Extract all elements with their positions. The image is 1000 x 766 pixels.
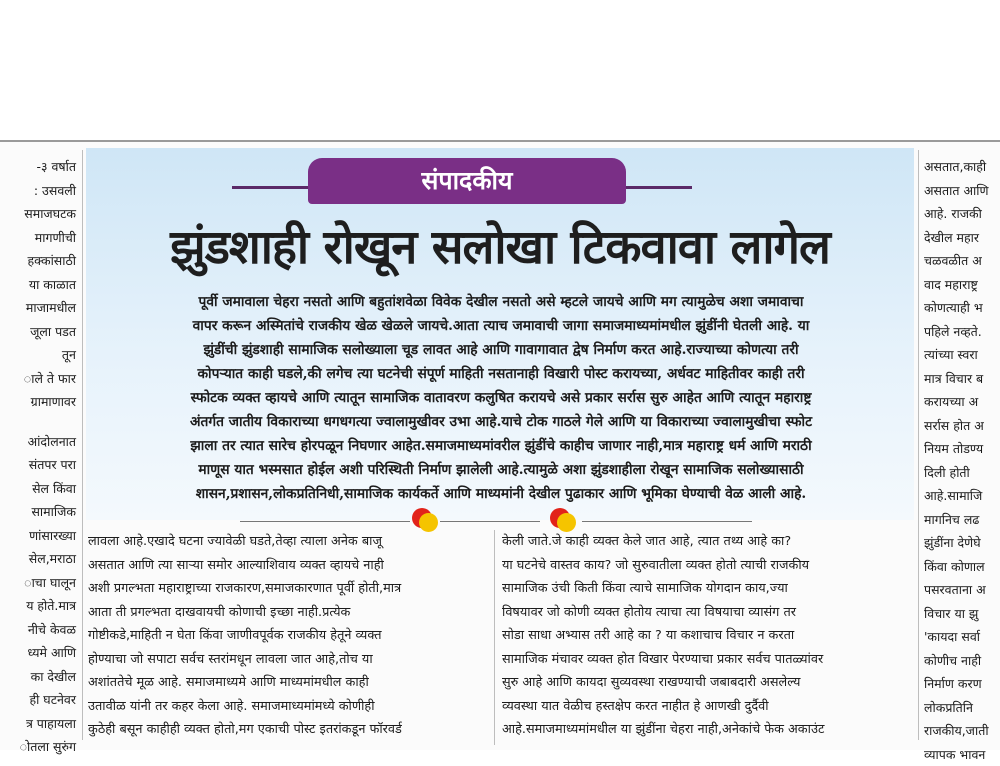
right-column-line: नियम तोडण्य (924, 437, 1000, 461)
body-column-2 (502, 530, 914, 745)
lead-line: झाला तर त्यात सारेच होरपळून निघणार आहेत.समाजमाध्यमांवरील झुंडींचे काहीच जाणार नाही,मात्र महाराष्ट्र धर्म आणि मराठी (98, 434, 904, 458)
left-column-line: -३ वर्षात (0, 155, 76, 179)
right-column-line: पहिले नव्हते. (924, 320, 1000, 344)
right-column-line: कोणीच नाही (924, 649, 1000, 673)
body-line: लावला आहे.एखादे घटना ज्यावेळी घडते,तेव्हा त्याला अनेक बाजू (88, 530, 488, 554)
section-kicker: संपादकीय (308, 158, 626, 204)
right-column-line: व्यापक भावन (924, 743, 1000, 766)
body-line: आता ती प्रगल्भता दाखवायची कोणाची इच्छा नाही.प्रत्येक (88, 601, 488, 625)
left-column-line: जूला पडत (0, 320, 76, 344)
right-column-cropped (924, 155, 1000, 745)
right-column-line: असतात आणि (924, 179, 1000, 203)
body-line: व्यवस्था यात वेळीच हस्तक्षेप करत नाहीत हे आणखी दुर्दैवी (502, 695, 914, 719)
lead-line: वापर करून अस्मितांचे राजकीय खेळ खेळले जायचे.आता त्याच जमावाची जागा समाजमाध्यमांमधील झुंडींनी घेतली आहे. या (98, 314, 904, 338)
right-column-line: सर्रास होत अ (924, 414, 1000, 438)
left-column-line: या काळात (0, 273, 76, 297)
right-column-line: त्यांच्या स्वरा (924, 343, 1000, 367)
left-column-line: संतपर परा (0, 453, 76, 477)
right-column-line: आहे.सामाजि (924, 484, 1000, 508)
right-column-line: पसरवताना अ (924, 578, 1000, 602)
left-column-bottom (0, 430, 76, 759)
left-column-line: ाले ते फार (0, 367, 76, 391)
right-column-line: दिली होती (924, 461, 1000, 485)
left-column-line: सामाजिक (0, 500, 76, 524)
right-column-line: विचार या झु (924, 602, 1000, 626)
body-line: सोडा साधा अभ्यास तरी आहे का ? या कशाचाच विचार न करता (502, 624, 914, 648)
column-divider-left (82, 150, 83, 740)
lead-line: स्फोटक व्यक्त व्हायचे आणि त्यातून सामाजिक वातावरण कलुषित करायचे असे प्रकार सर्रास सुरु आहेत आणि त्यातून महाराष्ट्र (98, 386, 904, 410)
body-line: विषयावर जो कोणी व्यक्त होतोय त्याचा त्या विषयाचा व्यासंग तर (502, 601, 914, 625)
right-column-line: झुंडींना देणेघे (924, 531, 1000, 555)
body-line: असतात आणि त्या साऱ्या समोर आल्याशिवाय व्यक्त व्हायचे नाही (88, 554, 488, 578)
left-column-line: ग्रामाणावर (0, 390, 76, 414)
right-column-line: लोकप्रतिनि (924, 696, 1000, 720)
left-column-line: णांसारख्या (0, 524, 76, 548)
left-column-line: नीचे केवळ (0, 618, 76, 642)
lead-line: शासन,प्रशासन,लोकप्रतिनिधी,सामाजिक कार्यकर्ते आणि माध्यमांनी देखील पुढाकार आणि भूमिका घेण्याची वेळ आली आहे. (98, 482, 904, 506)
left-column-line: : उसवली (0, 179, 76, 203)
left-column-line: ध्यमे आणि (0, 641, 76, 665)
left-column-cropped (0, 155, 76, 745)
right-column-line: चळवळीत अ (924, 249, 1000, 273)
body-line: गोष्टीकडे,माहिती न घेता किंवा जाणीवपूर्वक राजकीय हेतूने व्यक्त (88, 624, 488, 648)
left-column-line: सेल किंवा (0, 477, 76, 501)
body-line: केली जाते.जे काही व्यक्त केले जात आहे, त्यात तथ्य आहे का? (502, 530, 914, 554)
right-column-line: किंवा कोणाल (924, 555, 1000, 579)
right-column-line: वाद महाराष्ट्र (924, 273, 1000, 297)
left-column-line: य होते.मात्र (0, 594, 76, 618)
right-column-line: कोणत्याही भ (924, 296, 1000, 320)
lead-line: माणूस यात भस्मसात होईल अशी परिस्थिती निर्माण झालेली आहे.त्यामुळे अशा झुंडशाहीला रोखून सामाजिक सलोख्यासाठी (98, 458, 904, 482)
left-column-line: ही घटनेवर (0, 688, 76, 712)
body-line: उतावीळ यांनी तर कहर केला आहे. समाजमाध्यमांमध्ये कोणीही (88, 695, 488, 719)
lead-line: पूर्वी जमावाला चेहरा नसतो आणि बहुतांशवेळा विवेक देखील नसतो असे म्हटले जायचे आणि मग त्यामुळेच अशा जमावाचा (98, 290, 904, 314)
left-column-line: समाजघटक (0, 202, 76, 226)
right-column-line: देखील महार (924, 226, 1000, 250)
separator-line-mid (440, 521, 540, 522)
right-column-line: मागनिच लढ (924, 508, 1000, 532)
editorial-lead-paragraph (98, 290, 904, 508)
right-column-line: निर्माण करण (924, 672, 1000, 696)
left-column-line: माजामधील (0, 296, 76, 320)
body-line: कुठेही बसून काहीही व्यक्त होतो,मग एकाची पोस्ट इतरांकडून फॉरवर्ड (88, 718, 488, 742)
column-divider-mid (494, 530, 495, 745)
column-divider-right (918, 150, 919, 740)
editorial-headline: झुंडशाही रोखून सलोखा टिकवावा लागेल (96, 212, 904, 284)
body-line: सामाजिक मंचावर व्यक्त होत विखार पेरण्याचा प्रकार सर्वच पातळ्यांवर (502, 648, 914, 672)
body-line: या घटनेचे वास्तव काय? जो सुरुवातीला व्यक्त होतो त्याची राजकीय (502, 554, 914, 578)
left-column-top (0, 155, 76, 414)
left-column-line: ोतला सुरुंग (0, 735, 76, 759)
body-line: अशी प्रगल्भता महाराष्ट्राच्या राजकारण,समाजकारणात पूर्वी होती,मात्र (88, 577, 488, 601)
left-column-line: तून (0, 343, 76, 367)
right-column-line: असतात,काही (924, 155, 1000, 179)
body-line: होण्याचा जो सपाटा सर्वच स्तरांमधून लावला जात आहे,तोच या (88, 648, 488, 672)
left-column-line: आंदोलनात (0, 430, 76, 454)
lead-line: कोपऱ्यात काही घडले,की लगेच त्या घटनेची संपूर्ण माहिती नसतानाही विखारी पोस्ट करायच्या, अर्धवट माहितीवर काही तरी (98, 362, 904, 386)
left-column-line: त्र पाहायला (0, 712, 76, 736)
body-column-1 (88, 530, 488, 745)
body-line: आहे.समाजमाध्यमांमधील या झुंडींना चेहरा नाही,अनेकांचे फेक अकाउंट (502, 718, 914, 742)
lead-line: झुंडींची झुंडशाही सामाजिक सलोख्याला चूड लावत आहे आणि गावागावात द्वेष निर्माण करत आहे.राज्याच्या कोणत्या तरी (98, 338, 904, 362)
right-column-line: 'कायदा सर्वा (924, 625, 1000, 649)
left-column-line: सेल,मराठा (0, 547, 76, 571)
right-column-line: राजकीय,जाती (924, 719, 1000, 743)
left-column-line: का देखील (0, 665, 76, 689)
left-column-line: ाचा घालून (0, 571, 76, 595)
left-column-line: मागणीची (0, 226, 76, 250)
right-column-line: करायच्या अ (924, 390, 1000, 414)
lead-line: अंतर्गत जातीय विकाराच्या धगधगत्या ज्वालामुखीवर उभा आहे.याचे टोक गाठले गेले आणि या विकाराच्या ज्वालामुखीचा स्फोट (98, 410, 904, 434)
separator-line-left (240, 521, 410, 522)
right-column-line: आहे. राजकी (924, 202, 1000, 226)
separator-line-right (582, 521, 752, 522)
page-top-rule (0, 140, 1000, 142)
right-column-line: मात्र विचार ब (924, 367, 1000, 391)
body-line: सुरु आहे आणि कायदा सुव्यवस्था राखण्याची जबाबदारी असलेल्य (502, 671, 914, 695)
body-line: सामाजिक उंची किती किंवा त्याचे सामाजिक योगदान काय,ज्या (502, 577, 914, 601)
body-line: अशांततेचे मूळ आहे. समाजमाध्यमे आणि माध्यमांमधील काही (88, 671, 488, 695)
left-column-line: हक्कांसाठी (0, 249, 76, 273)
